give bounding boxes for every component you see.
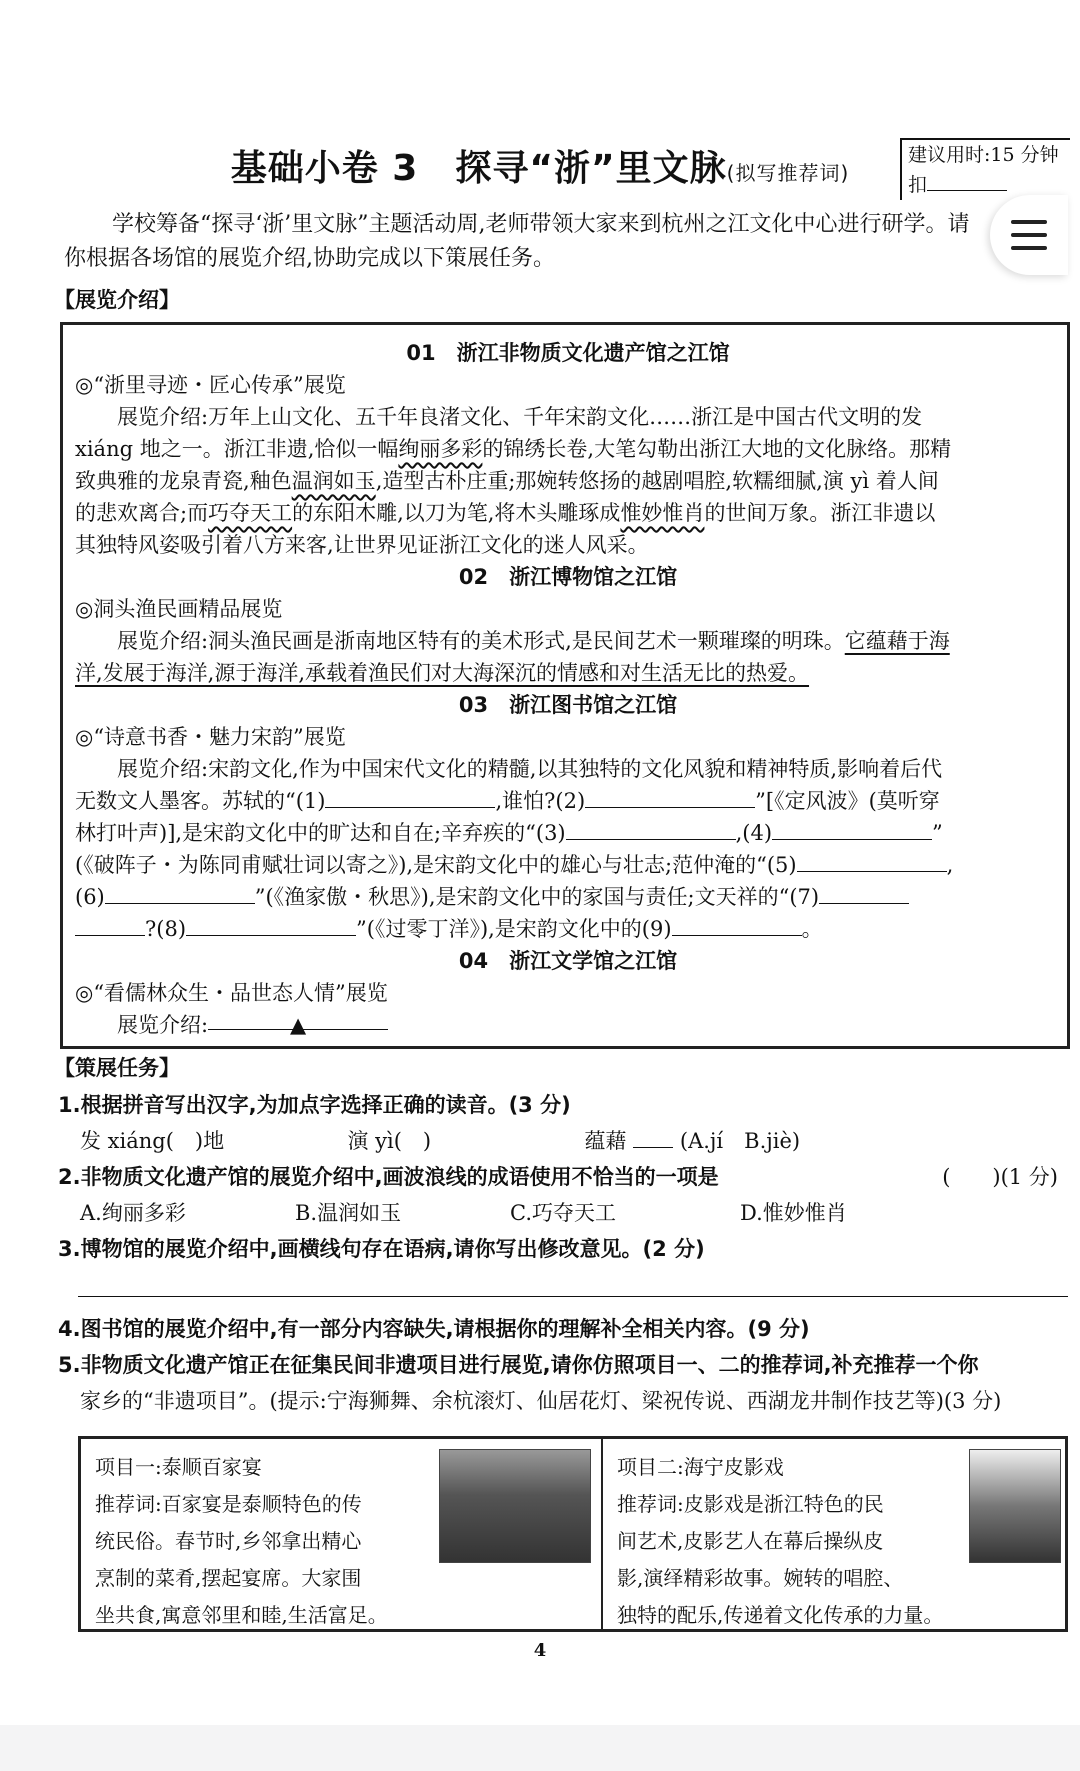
project2 [617,1449,944,1634]
q1-item-c: 蕴藉 [584,1129,627,1153]
intro-paragraph: 学校筹备“探寻‘浙’里文脉”主题活动周,老师带领大家来到杭州之江文化中心进行研学。请你根据各场馆的展览介绍,协助完成以下策展任务。 [64,212,970,271]
tasks-label: 【策展任务】 [54,1056,180,1080]
hall1-text-4: 的悲欢离合;而巧夺天工的东阳木雕,以刀为笔,将木头雕琢成惟妙惟肖的世间万象。浙江非遗以 [75,501,936,525]
banquet-photo [439,1449,591,1563]
question-3 [58,1232,1068,1266]
hall3-text-2: 无数文人墨客。苏轼的“(1) ,谁怕?(2) ”[《定风波》(莫听穿 [75,789,940,813]
q2-option-d[interactable]: D.惟妙惟肖 [740,1201,847,1225]
project1-line: 烹制的菜肴,摆起宴席。大家围 [95,1566,362,1590]
q1-items [80,1124,1060,1158]
idiom-c: 巧夺天工 [208,501,293,525]
hall2-text-2 [75,657,1061,689]
shadow-puppet-photo [969,1449,1061,1563]
hall2-text-1: 展览介绍:洞头渔民画是浙南地区特有的美术形式,是民间艺术一颗璀璨的明珠。它蕴藉于海 [117,629,950,653]
hall1-text-3: 致典雅的龙泉青瓷,釉色温润如玉,造型古朴庄重;那婉转悠扬的越剧唱腔,软糯细腻,演 yì 着人间 [75,469,939,493]
table-divider [601,1439,603,1629]
blank-5[interactable] [797,851,947,872]
project1 [95,1449,395,1634]
projects-table [78,1436,1068,1632]
project2-title: 项目二:海宁皮影戏 [617,1455,784,1479]
hall4-heading: 04 浙江文学馆之江馆 [458,949,678,973]
blank-7b[interactable] [75,915,145,936]
q2-option-b[interactable]: B.温润如玉 [295,1201,402,1225]
project2-line: 独特的配乐,传递着文化传承的力量。 [617,1603,944,1627]
hall4-text-1: 展览介绍: ▲ [75,1009,1061,1041]
suggested-time: 建议用时:15 分钟 [908,144,1059,166]
hall3-text-5: (6) ”(《渔家傲・秋思》),是宋韵文化中的家国与责任;文天祥的“(7) [75,881,1061,913]
q1-item-b: 演 yì( ) [347,1129,432,1153]
project2-line: 影,演绎精彩故事。婉转的唱腔、 [617,1566,904,1590]
q3-answer-line[interactable] [78,1296,1068,1297]
q5-line1: 5.非物质文化遗产馆正在征集民间非遗项目进行展览,请你仿照项目一、二的推荐词,补充推荐一个你 [58,1353,979,1377]
project2-line: 间艺术,皮影艺人在幕后操纵皮 [617,1529,884,1553]
blank-7a[interactable] [819,883,909,904]
title-subtitle: (拟写推荐词) [726,161,850,185]
deduct-blank[interactable] [927,170,1007,191]
hall4-exhibit: ◎“看儒林众生・品世态人情”展览 [75,981,388,1005]
q2-option-a[interactable]: A.绚丽多彩 [80,1201,186,1225]
triangle-marker-blank[interactable]: ▲ [208,1009,388,1030]
idiom-b: 温润如玉 [291,469,376,493]
idiom-d: 惟妙惟肖 [620,501,705,525]
hamburger-menu-icon[interactable] [990,195,1068,275]
hall3-text-4: (《破阵子・为陈同甫赋壮词以寄之》),是宋韵文化中的雄心与壮志;范仲淹的“(5) , [75,853,954,877]
q1-text: 1.根据拼音写出汉字,为加点字选择正确的读音。(3 分) [58,1093,571,1117]
hall1-heading: 01 浙江非物质文化遗产馆之江馆 [406,341,730,365]
hall2-exhibit: ◎洞头渔民画精品展览 [75,597,283,621]
project1-line: 统民俗。春节时,乡邻拿出精心 [95,1529,362,1553]
q2-option-c[interactable]: C.巧夺天工 [510,1201,616,1225]
hall3-text-1: 展览介绍:宋韵文化,作为中国宋代文化的精髓,以其独特的文化风貌和精神特质,影响着后代 [117,757,943,781]
hall3-exhibit: ◎“诗意书香・魅力宋韵”展览 [75,725,346,749]
project1-line: 坐共食,寓意邻里和睦,生活富足。 [95,1603,388,1627]
q1-choice-blank[interactable] [633,1127,673,1148]
idiom-a: 绚丽多彩 [398,437,483,461]
project1-title: 项目一:泰顺百家宴 [95,1455,262,1479]
blank-2[interactable] [585,787,755,808]
q1-item-c-options: (A.jí B.jiè) [679,1129,801,1153]
blank-1[interactable] [325,787,495,808]
deduct-label: 扣 [908,174,928,196]
hall3-heading: 03 浙江图书馆之江馆 [458,693,678,717]
hall3-text-3: 林打叶声)],是宋韵文化中的旷达和自在;辛弃疾的“(3) ,(4) ” [75,821,943,845]
blank-4[interactable] [772,819,932,840]
q2-text: 2.非物质文化遗产馆的展览介绍中,画波浪线的成语使用不恰当的一项是 [58,1165,719,1189]
flawed-sentence-part1: 它蕴藉于海 [844,629,950,653]
blank-9[interactable] [672,915,802,936]
title-main: 基础小卷 3 探寻“浙”里文脉 [230,148,727,189]
question-5 [58,1348,1068,1382]
page-number: 4 [533,1640,547,1661]
exhibition-intro-label: 【展览介绍】 [54,288,180,312]
hall1-exhibit: ◎“浙里寻迹・匠心传承”展览 [75,373,346,397]
blank-8[interactable] [186,915,356,936]
hall2-heading: 02 浙江博物馆之江馆 [458,565,678,589]
hall1-text-5: 其独特风姿吸引着八方来客,让世界见证浙江文化的迷人风采。 [75,533,649,557]
question-2 [58,1160,1068,1194]
hall3-text-6: ?(8) ”(《过零丁洋》),是宋韵文化中的(9) 。 [75,913,1061,945]
question-4 [58,1312,1068,1346]
q4-text: 4.图书馆的展览介绍中,有一部分内容缺失,请根据你的理解补全相关内容。(9 分) [58,1317,810,1341]
hall1-text-2: xiáng 地之一。浙江非遗,恰似一幅绚丽多彩的锦绣长卷,大笔勾勒出浙江大地的文化脉络。那精 [75,437,952,461]
q5-line2: 家乡的“非遗项目”。(提示:宁海狮舞、余杭滚灯、仙居花灯、梁祝传说、西湖龙井制作技艺等)(3 分) [80,1389,1002,1413]
q3-text: 3.博物馆的展览介绍中,画横线句存在语病,请你写出修改意见。(2 分) [58,1237,705,1261]
question-1 [58,1088,1068,1122]
project2-line: 推荐词:皮影戏是浙江特色的民 [617,1492,884,1516]
project1-line: 推荐词:百家宴是泰顺特色的传 [95,1492,362,1516]
q2-score: ( )(1 分) [942,1165,1058,1189]
q2-options [80,1196,980,1230]
blank-6[interactable] [105,883,255,904]
time-box [900,138,1070,200]
hall1-text-1: 展览介绍:万年上山文化、五千年良渚文化、千年宋韵文化……浙江是中国古代文明的发 [117,405,923,429]
q1-item-a: 发 xiáng( )地 [80,1129,225,1153]
blank-3[interactable] [566,819,736,840]
flawed-sentence-part2: 洋,发展于海洋,源于海洋,承载着渔民们对大海深沉的情感和对生活无比的热爱。 [75,661,810,685]
exhibition-box [60,322,1070,1049]
